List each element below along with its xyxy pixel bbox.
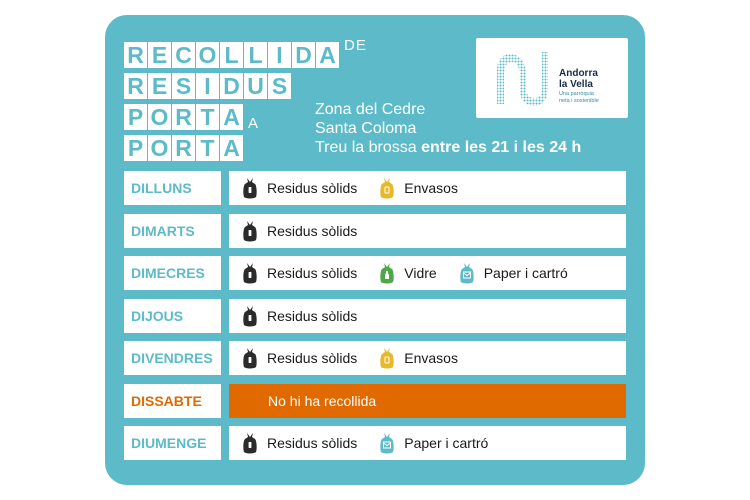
- collection-item-label: Residus sòlids: [267, 308, 358, 324]
- packaging-bag-icon: [379, 347, 395, 369]
- title-letter-tile: A: [316, 42, 339, 68]
- title-word: [124, 42, 340, 68]
- title-letter-tile: S: [268, 73, 291, 99]
- collection-item: [242, 220, 357, 242]
- title-letter-tile: I: [196, 73, 219, 99]
- collection-item-label: Residus sòlids: [267, 180, 358, 196]
- collection-item: [459, 262, 568, 284]
- day-label-dijous: DIJOUS: [124, 299, 221, 333]
- collection-item: [242, 305, 357, 327]
- title-row: [124, 69, 367, 99]
- collection-item-label: Residus sòlids: [267, 350, 358, 366]
- collection-item-label: Paper i cartró: [483, 265, 568, 281]
- title-letter-tile: S: [172, 73, 195, 99]
- day-label-dilluns: DILLUNS: [124, 171, 221, 205]
- logo-tagline-line: neta i sostenible: [559, 97, 599, 104]
- solid-waste-bag-icon: [242, 220, 258, 242]
- title-word: [124, 73, 292, 99]
- packaging-bag-icon: [379, 177, 395, 199]
- title-letter-tile: T: [196, 104, 219, 130]
- collection-panel-dijous: [229, 299, 626, 333]
- title-word: [124, 104, 244, 130]
- title-letter-tile: D: [220, 73, 243, 99]
- zone-name: Zona del Cedre: [315, 101, 426, 118]
- collection-item-label: Paper i cartró: [404, 435, 489, 451]
- logo-name-line: Andorra: [559, 68, 598, 79]
- collection-panel-dilluns: [229, 171, 626, 205]
- collection-item-label: Residus sòlids: [267, 265, 358, 281]
- collection-item: [242, 347, 357, 369]
- collection-panel-dimarts: [229, 214, 626, 248]
- collection-time-window: entre les 21 i les 24 h: [421, 139, 582, 156]
- day-label-dimecres: DIMECRES: [124, 256, 221, 290]
- collection-time-prefix: Treu la brossa: [315, 139, 417, 156]
- title-letter-tile: P: [124, 135, 147, 161]
- day-label-dissabte: DISSABTE: [124, 384, 221, 418]
- title-letter-tile: O: [148, 135, 171, 161]
- no-collection-text: No hi ha recollida: [268, 393, 377, 409]
- title-row: [124, 38, 367, 68]
- title-connector: DE: [344, 37, 367, 54]
- solid-waste-bag-icon: [242, 305, 258, 327]
- title-letter-tile: U: [244, 73, 267, 99]
- collection-item: [379, 347, 458, 369]
- title-letter-tile: O: [148, 104, 171, 130]
- title-letter-tile: A: [220, 135, 243, 161]
- collection-item-label: Residus sòlids: [267, 223, 358, 239]
- collection-panel-dimecres: [229, 256, 626, 290]
- logo-tagline-line: Una parròquia: [559, 91, 594, 97]
- logo-tagline: [559, 91, 599, 104]
- title-letter-tile: R: [172, 104, 195, 130]
- title-letter-tile: P: [124, 104, 147, 130]
- paper-bag-icon: [459, 262, 475, 284]
- title-letter-tile: E: [148, 73, 171, 99]
- collection-item: [379, 177, 458, 199]
- title-letter-tile: L: [244, 42, 267, 68]
- zone-area: Santa Coloma: [315, 120, 417, 137]
- paper-bag-icon: [379, 432, 395, 454]
- collection-item-label: Envasos: [404, 350, 458, 366]
- title-letter-tile: D: [292, 42, 315, 68]
- title-letter-tile: R: [172, 135, 195, 161]
- title-letter-tile: O: [196, 42, 219, 68]
- title-letter-tile: L: [220, 42, 243, 68]
- title-letter-tile: E: [148, 42, 171, 68]
- title-letter-tile: A: [220, 104, 243, 130]
- collection-time: [315, 138, 581, 157]
- day-label-divendres: DIVENDRES: [124, 341, 221, 375]
- collection-panel-diumenge: [229, 426, 626, 460]
- title-letter-tile: T: [196, 135, 219, 161]
- collection-panel-divendres: [229, 341, 626, 375]
- solid-waste-bag-icon: [242, 347, 258, 369]
- collection-item-label: Residus sòlids: [267, 435, 358, 451]
- solid-waste-bag-icon: [242, 177, 258, 199]
- solid-waste-bag-icon: [242, 262, 258, 284]
- glass-bag-icon: [379, 262, 395, 284]
- collection-item: [242, 432, 357, 454]
- collection-item: [379, 432, 488, 454]
- day-label-dimarts: DIMARTS: [124, 214, 221, 248]
- day-label-diumenge: DIUMENGE: [124, 426, 221, 460]
- title-letter-tile: R: [124, 73, 147, 99]
- collection-item: [242, 262, 357, 284]
- logo-name-line: la Vella: [559, 79, 593, 90]
- collection-item-label: Envasos: [404, 180, 458, 196]
- andorra-la-vella-logo: [476, 38, 628, 118]
- collection-item: [379, 262, 436, 284]
- collection-item-label: Vidre: [404, 265, 437, 281]
- collection-panel-dissabte: [229, 384, 626, 418]
- title-letter-tile: R: [124, 42, 147, 68]
- collection-item: [242, 177, 357, 199]
- solid-waste-bag-icon: [242, 432, 258, 454]
- title-word: [124, 135, 244, 161]
- title-letter-tile: I: [268, 42, 291, 68]
- logo-mark-icon: [490, 48, 552, 106]
- title-connector: A: [248, 115, 260, 132]
- title-letter-tile: C: [172, 42, 195, 68]
- logo-name: [559, 68, 598, 90]
